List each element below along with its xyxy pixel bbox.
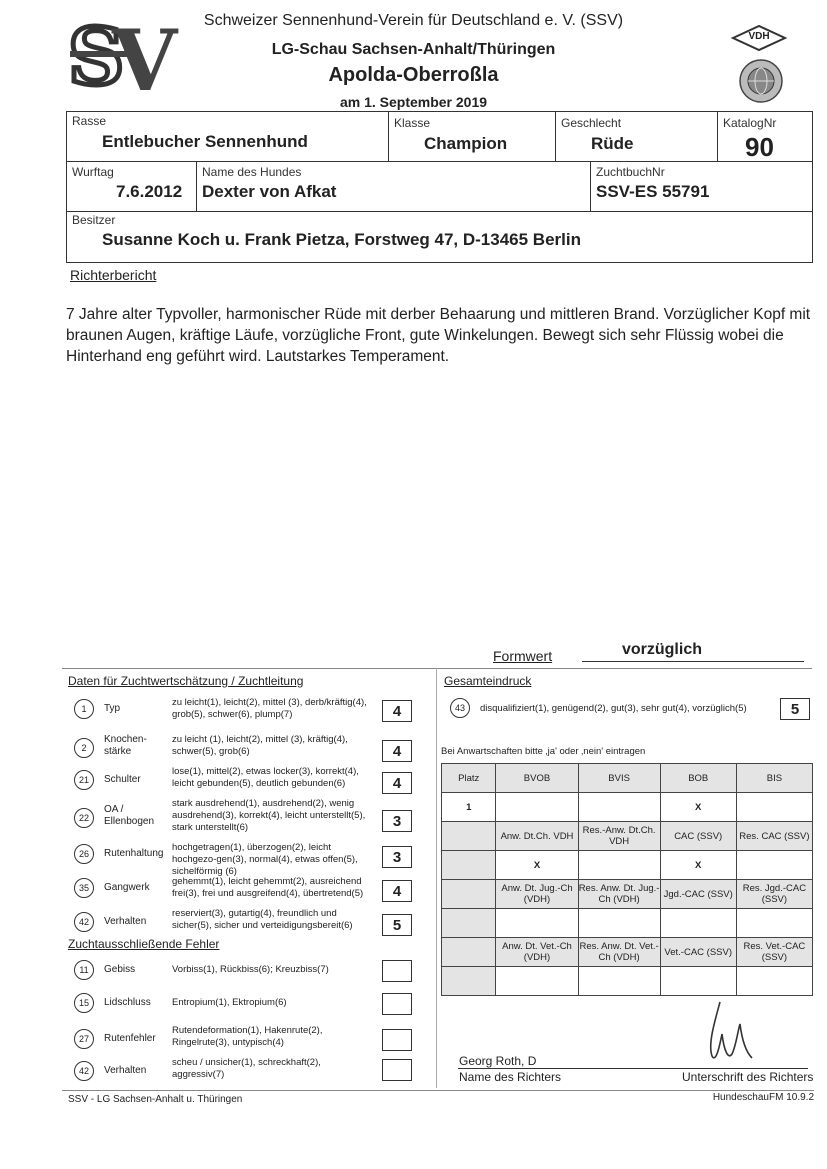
anw-label: CAC (SSV)	[660, 822, 736, 851]
besitzer-label: Besitzer	[72, 213, 116, 227]
item-name: Knochen- stärke	[104, 734, 147, 757]
anw-table	[441, 763, 813, 996]
item-desc: hochgetragen(1), überzogen(2), leicht hochgezo-gen(3), normal(4), etwas offen(5), sichelförmig (6)	[172, 842, 358, 877]
anw-label: Anw. Dt. Jug.-Ch (VDH)	[496, 880, 578, 909]
item-number: 27	[74, 1029, 94, 1049]
anw-label: Jgd.-CAC (SSV)	[660, 880, 736, 909]
org-title: Schweizer Sennenhund-Verein für Deutschland e. V. (SSV)	[203, 12, 624, 29]
wurftag-label: Wurftag	[72, 165, 114, 179]
item-name: Schulter	[104, 774, 141, 785]
anw-label: Res. Anw. Dt. Vet.-Ch (VDH)	[578, 938, 660, 967]
anw-cell[interactable]	[496, 909, 578, 938]
anw-label: Anw. Dt.Ch. VDH	[496, 822, 578, 851]
anw-label: Res.-Anw. Dt.Ch. VDH	[578, 822, 660, 851]
item-name: Verhalten	[104, 1065, 147, 1076]
item-desc: zu leicht (1), leicht(2), mittel (3), kräftig(4), schwer(5), grob(6)	[172, 734, 348, 757]
item-name: Lidschluss	[104, 997, 151, 1008]
score-box: 4	[382, 740, 412, 762]
item-desc: zu leicht(1), leicht(2), mittel (3), derb/kräftig(4), grob(5), schwer(6), plump(7)	[172, 697, 367, 720]
katalog-value: 90	[745, 132, 774, 162]
fehler-item	[74, 991, 424, 1023]
item-name: Verhalten	[104, 916, 147, 927]
klasse-value: Champion	[424, 134, 508, 153]
item-desc: reserviert(3), gutartig(4), freundlich und sicher(5), sicher und verteidigungsbereit(6)	[172, 908, 353, 931]
zucht-item	[74, 876, 424, 908]
gesamt-desc: disqualifiziert(1), genügend(2), gut(3), sehr gut(4), vorzüglich(5)	[480, 703, 747, 714]
col-bvob: BVOB	[496, 764, 578, 793]
vdh-logo-text: VDH	[748, 31, 770, 42]
zucht-item	[74, 908, 424, 938]
item-number: 2	[74, 738, 94, 758]
rasse-label: Rasse	[72, 114, 107, 128]
anw-note: Bei Anwartschaften bitte ‚ja' oder ‚nein' eintragen	[441, 746, 646, 757]
col-bob: BOB	[660, 764, 736, 793]
fehler-heading: Zuchtausschließende Fehler	[68, 937, 220, 951]
zuchtbuch-value: SSV-ES 55791	[596, 182, 710, 201]
fehler-checkbox[interactable]	[382, 1029, 412, 1051]
shaded-cell	[442, 967, 496, 996]
judge-name: Georg Roth, D	[459, 1054, 537, 1068]
anw-cell[interactable]	[660, 909, 736, 938]
bob-mark: X	[660, 851, 736, 880]
name-label: Name des Hundes	[202, 165, 302, 179]
item-name: Typ	[104, 703, 121, 714]
report-text: 7 Jahre alter Typvoller, harmonischer Rüde mit derber Behaarung und mittleren Brand. Vorzüglicher Kopf mit braunen Augen, kräftige Läufe, vorzügliche Front, gute Winkelungen. Bewegt sich sehr Flüssig wobei die Hinterhand eng geführt wird. Lautstarkes Temperament.	[66, 306, 811, 365]
score-box: 3	[382, 810, 412, 832]
shaded-cell	[442, 938, 496, 967]
gesamt-score: 5	[780, 698, 810, 720]
item-desc: Rutendeformation(1), Hakenrute(2), Ringelrute(3), untypisch(4)	[172, 1025, 323, 1048]
anw-cell[interactable]	[578, 909, 660, 938]
show-title: LG-Schau Sachsen-Anhalt/Thüringen	[271, 41, 556, 58]
report-heading: Richterbericht	[70, 267, 157, 283]
fehler-item	[74, 1023, 424, 1055]
item-number: 22	[74, 808, 94, 828]
judge-signature	[690, 994, 770, 1066]
zucht-list	[74, 697, 424, 938]
item-number: 1	[74, 699, 94, 719]
item-desc: stark ausdrehend(1), ausdrehend(2), wenig ausdrehend(3), korrekt(4), leicht unterstellt(5), stark unterstellt(6)	[172, 798, 366, 833]
col-bvis: BVIS	[578, 764, 660, 793]
item-name: Gebiss	[104, 964, 136, 975]
item-name: Rutenfehler	[104, 1033, 156, 1044]
place-title: Apolda-Oberroßla	[328, 64, 499, 86]
item-name: OA / Ellenbogen	[104, 804, 155, 827]
item-name: Gangwerk	[104, 882, 150, 893]
item-desc: Entropium(1), Ektropium(6)	[172, 997, 287, 1008]
fehler-item	[74, 958, 424, 991]
anw-cell[interactable]	[496, 967, 578, 996]
shaded-cell	[442, 851, 496, 880]
item-number: 15	[74, 993, 94, 1013]
formwert-label: Formwert	[493, 648, 553, 664]
bvob-mark: X	[496, 851, 578, 880]
shaded-cell	[442, 822, 496, 851]
wurftag-value: 7.6.2012	[116, 182, 183, 201]
anw-cell[interactable]	[496, 793, 578, 822]
zuchtbuch-label: ZuchtbuchNr	[596, 165, 665, 179]
anw-cell[interactable]	[736, 967, 812, 996]
item-number: 42	[74, 1061, 94, 1081]
gesamt-number: 43	[450, 698, 470, 718]
anw-cell[interactable]	[736, 909, 812, 938]
zucht-item	[74, 798, 424, 842]
anw-label: Res. CAC (SSV)	[736, 822, 812, 851]
score-box: 4	[382, 700, 412, 722]
item-number: 42	[74, 912, 94, 932]
zucht-item	[74, 842, 424, 876]
item-desc: lose(1), mittel(2), etwas locker(3), korrekt(4), leicht gebunden(5), deutlich gebunden(6)	[172, 766, 359, 789]
item-number: 26	[74, 844, 94, 864]
col-bis: BIS	[736, 764, 812, 793]
score-box: 3	[382, 846, 412, 868]
col-platz: Platz	[442, 764, 496, 793]
item-number: 21	[74, 770, 94, 790]
anw-label: Res. Vet.-CAC (SSV)	[736, 938, 812, 967]
item-number: 35	[74, 878, 94, 898]
zucht-heading: Daten für Zuchtwertschätzung / Zuchtleitung	[68, 674, 304, 688]
anw-cell[interactable]	[578, 967, 660, 996]
show-date: am 1. September 2019	[339, 94, 488, 110]
anw-label: Vet.-CAC (SSV)	[660, 938, 736, 967]
zucht-item	[74, 697, 424, 734]
item-name: Rutenhaltung	[104, 848, 164, 859]
bob-mark: X	[660, 793, 736, 822]
fehler-list	[74, 958, 424, 1087]
judge-line	[458, 1068, 808, 1069]
fci-globe-logo	[738, 58, 784, 104]
fehler-checkbox[interactable]	[382, 1059, 412, 1081]
section-divider	[62, 668, 812, 669]
anw-cell[interactable]	[578, 793, 660, 822]
fehler-item	[74, 1055, 424, 1087]
score-box: 5	[382, 914, 412, 936]
judge-name-label: Name des Richters	[459, 1070, 562, 1084]
item-number: 11	[74, 960, 94, 980]
shaded-cell	[442, 909, 496, 938]
anw-label: Res. Anw. Dt. Jug.-Ch (VDH)	[578, 880, 660, 909]
anw-cell[interactable]	[736, 793, 812, 822]
svg-text:S: S	[68, 14, 125, 96]
item-desc: gehemmt(1), leicht gehemmt(2), ausreichend frei(3), frei und ausgreifend(4), übertretend(5)	[172, 876, 364, 899]
shaded-cell	[442, 880, 496, 909]
katalog-label: KatalogNr	[723, 116, 777, 130]
score-box: 4	[382, 772, 412, 794]
anw-cell[interactable]	[736, 851, 812, 880]
klasse-label: Klasse	[394, 116, 431, 130]
zucht-item	[74, 766, 424, 798]
platz-value: 1	[442, 793, 496, 822]
gesamt-heading: Gesamteindruck	[444, 674, 532, 688]
formwert-line	[582, 661, 804, 662]
item-desc: scheu / unsicher(1), schreckhaft(2), aggressiv(7)	[172, 1057, 321, 1080]
footer-divider	[62, 1090, 814, 1091]
geschlecht-value: Rüde	[591, 134, 634, 153]
anw-label: Anw. Dt. Vet.-Ch (VDH)	[496, 938, 578, 967]
column-divider	[436, 668, 437, 1088]
item-desc: Vorbiss(1), Rückbiss(6); Kreuzbiss(7)	[172, 964, 329, 975]
footer-left: SSV - LG Sachsen-Anhalt u. Thüringen	[68, 1094, 243, 1105]
zucht-item	[74, 734, 424, 766]
anw-cell[interactable]	[660, 967, 736, 996]
anw-label: Res. Jgd.-CAC (SSV)	[736, 880, 812, 909]
rasse-value: Entlebucher Sennenhund	[102, 132, 308, 151]
formwert-value: vorzüglich	[621, 641, 702, 658]
judge-signature-label: Unterschrift des Richters	[682, 1070, 814, 1084]
besitzer-value: Susanne Koch u. Frank Pietza, Forstweg 47, D-13465 Berlin	[102, 230, 581, 249]
fehler-checkbox[interactable]	[382, 993, 412, 1015]
name-value: Dexter von Afkat	[202, 182, 337, 201]
anw-cell[interactable]	[578, 851, 660, 880]
fehler-checkbox[interactable]	[382, 960, 412, 982]
footer-right: HundeschauFM 10.9.2	[712, 1092, 814, 1103]
svg-text:V: V	[112, 14, 178, 96]
score-box: 4	[382, 880, 412, 902]
geschlecht-label: Geschlecht	[561, 116, 622, 130]
